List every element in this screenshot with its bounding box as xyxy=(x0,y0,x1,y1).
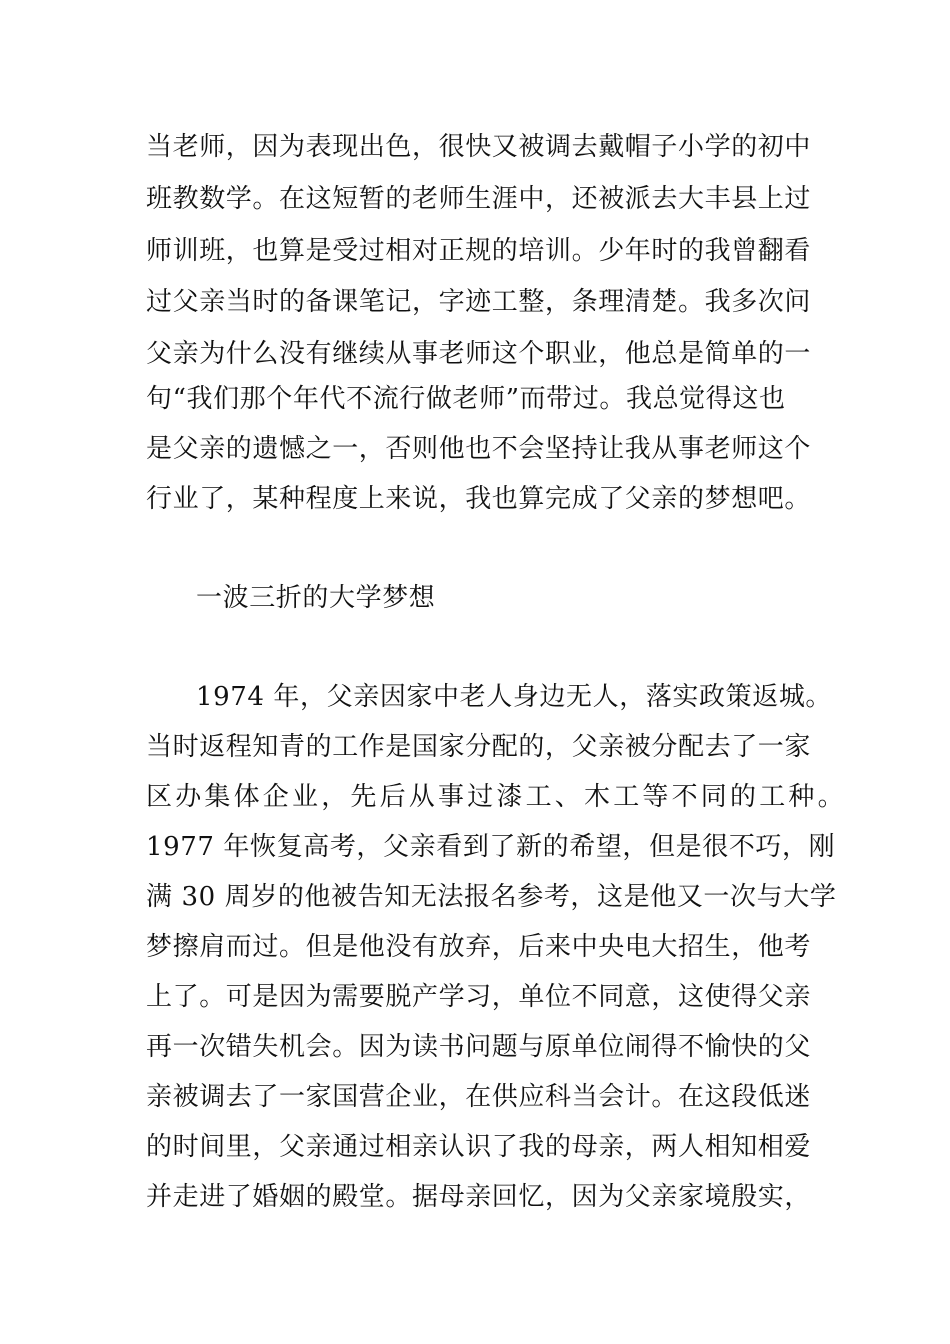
paragraph-1-line: 班教数学。在这短暂的老师生涯中，还被派去大丰县上过 xyxy=(146,184,812,214)
paragraph-2-line: 的时间里，父亲通过相亲认识了我的母亲，两人相知相爱 xyxy=(146,1132,812,1162)
paragraph-2-line: 再一次错失机会。因为读书问题与原单位闹得不愉快的父 xyxy=(146,1032,812,1062)
paragraph-2-line: 并走进了婚姻的殿堂。据母亲回忆，因为父亲家境殷实， xyxy=(146,1182,812,1212)
paragraph-1-line: 行业了，某种程度上来说，我也算完成了父亲的梦想吧。 xyxy=(146,484,812,514)
paragraph-1-line: 父亲为什么没有继续从事老师这个职业，他总是简单的一 xyxy=(146,339,812,369)
paragraph-2-line: 1974 年，父亲因家中老人身边无人，落实政策返城。 xyxy=(196,682,833,712)
paragraph-1-line: 句“我们那个年代不流行做老师”而带过。我总觉得这也 xyxy=(146,384,786,414)
paragraph-2-line: 满 30 周岁的他被告知无法报名参考，这是他又一次与大学 xyxy=(146,882,837,912)
paragraph-2-line: 上了。可是因为需要脱产学习，单位不同意，这使得父亲 xyxy=(146,982,812,1012)
paragraph-1-line: 当老师，因为表现出色，很快又被调去戴帽子小学的初中 xyxy=(146,132,812,162)
paragraph-2-line: 当时返程知青的工作是国家分配的，父亲被分配去了一家 xyxy=(146,732,812,762)
section-heading: 一波三折的大学梦想 xyxy=(196,583,436,613)
paragraph-2-line: 1977 年恢复高考，父亲看到了新的希望，但是很不巧，刚 xyxy=(146,832,836,862)
paragraph-1-line: 过父亲当时的备课笔记，字迹工整，条理清楚。我多次问 xyxy=(146,287,812,317)
paragraph-2-line: 区办集体企业，先后从事过漆工、木工等不同的工种。 xyxy=(146,782,847,812)
paragraph-1-line: 是父亲的遗憾之一，否则他也不会坚持让我从事老师这个 xyxy=(146,434,812,464)
paragraph-1-line: 师训班，也算是受过相对正规的培训。少年时的我曾翻看 xyxy=(146,236,812,266)
paragraph-2-line: 亲被调去了一家国营企业，在供应科当会计。在这段低迷 xyxy=(146,1082,812,1112)
paragraph-2-line: 梦擦肩而过。但是他没有放弃，后来中央电大招生，他考 xyxy=(146,932,812,962)
